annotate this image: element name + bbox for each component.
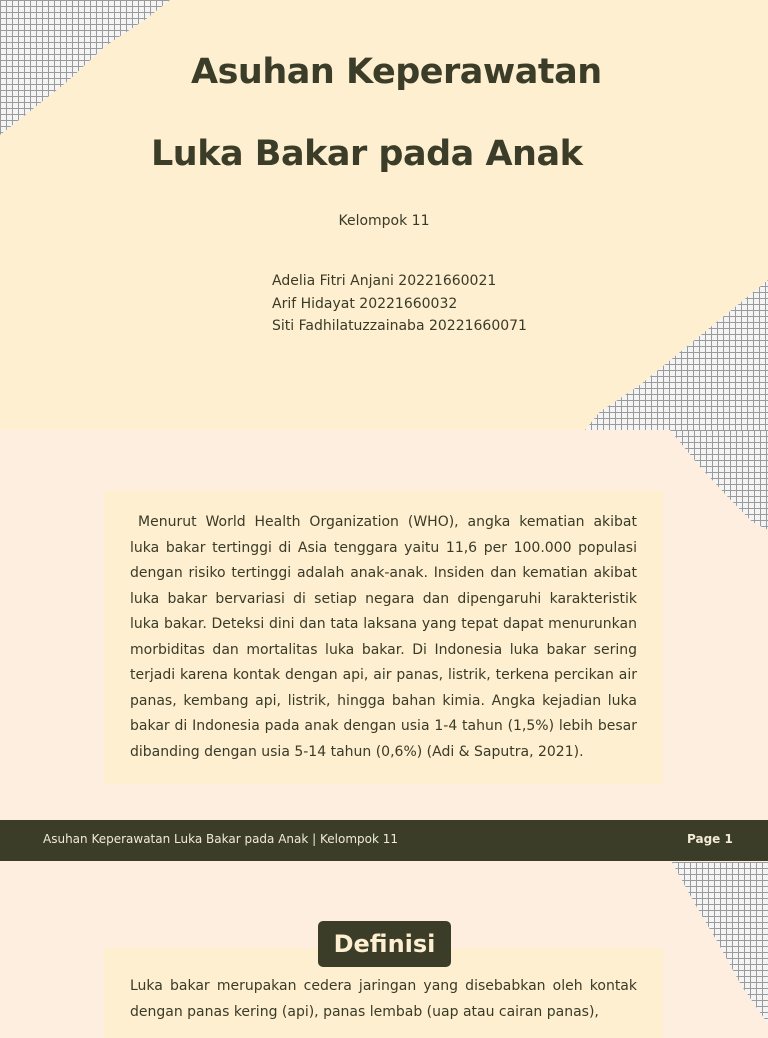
member-item: Adelia Fitri Anjani 20221660021 — [272, 273, 497, 289]
member-item: Siti Fadhilatuzzainaba 20221660071 — [272, 318, 527, 334]
page-number: Page 1 — [687, 832, 733, 846]
member-list — [272, 270, 527, 338]
group-label: Kelompok 11 — [338, 213, 430, 229]
page-footer — [0, 820, 768, 861]
grid-paper-decoration — [672, 862, 768, 1024]
footer-title: Asuhan Keperawatan Luka Bakar pada Anak | Kelompok 11 — [43, 832, 399, 846]
intro-paragraph: Menurut World Health Organization (WHO), angka kematian akibat luka bakar tertinggi di Asia tenggara yaitu 11,6 per 100.000 populasi dengan risiko tertinggi adalah anak-anak. Insiden dan kematian akibat luka bakar bervariasi di setiap negara dan dipengaruhi karakteristik luka bakar. Deteksi dini dan tata laksana yang tepat dapat menurunkan morbiditas dan mortalitas luka bakar. Di Indonesia luka bakar sering terjadi karena kontak dengan api, air panas, listrik, terkena percikan air panas, kembang api, listrik, hingga bahan kimia. Angka kejadian luka bakar di Indonesia pada anak dengan usia 1-4 tahun (1,5%) lebih besar dibanding dengan usia 5-14 tahun (0,6%) (Adi & Saputra, 2021). — [130, 514, 637, 760]
title-line-1: Asuhan Keperawatan — [191, 52, 602, 92]
section-heading-definisi: Definisi — [318, 921, 451, 967]
intro-box — [104, 490, 663, 784]
title-line-2: Luka Bakar pada Anak — [151, 134, 583, 174]
member-item: Arif Hidayat 20221660032 — [272, 295, 458, 312]
grid-paper-decoration — [670, 430, 768, 530]
definisi-paragraph: Luka bakar merupakan cedera jaringan yang disebabkan oleh kontak dengan panas kering (api), panas lembab (uap atau cairan panas), — [130, 978, 637, 1020]
